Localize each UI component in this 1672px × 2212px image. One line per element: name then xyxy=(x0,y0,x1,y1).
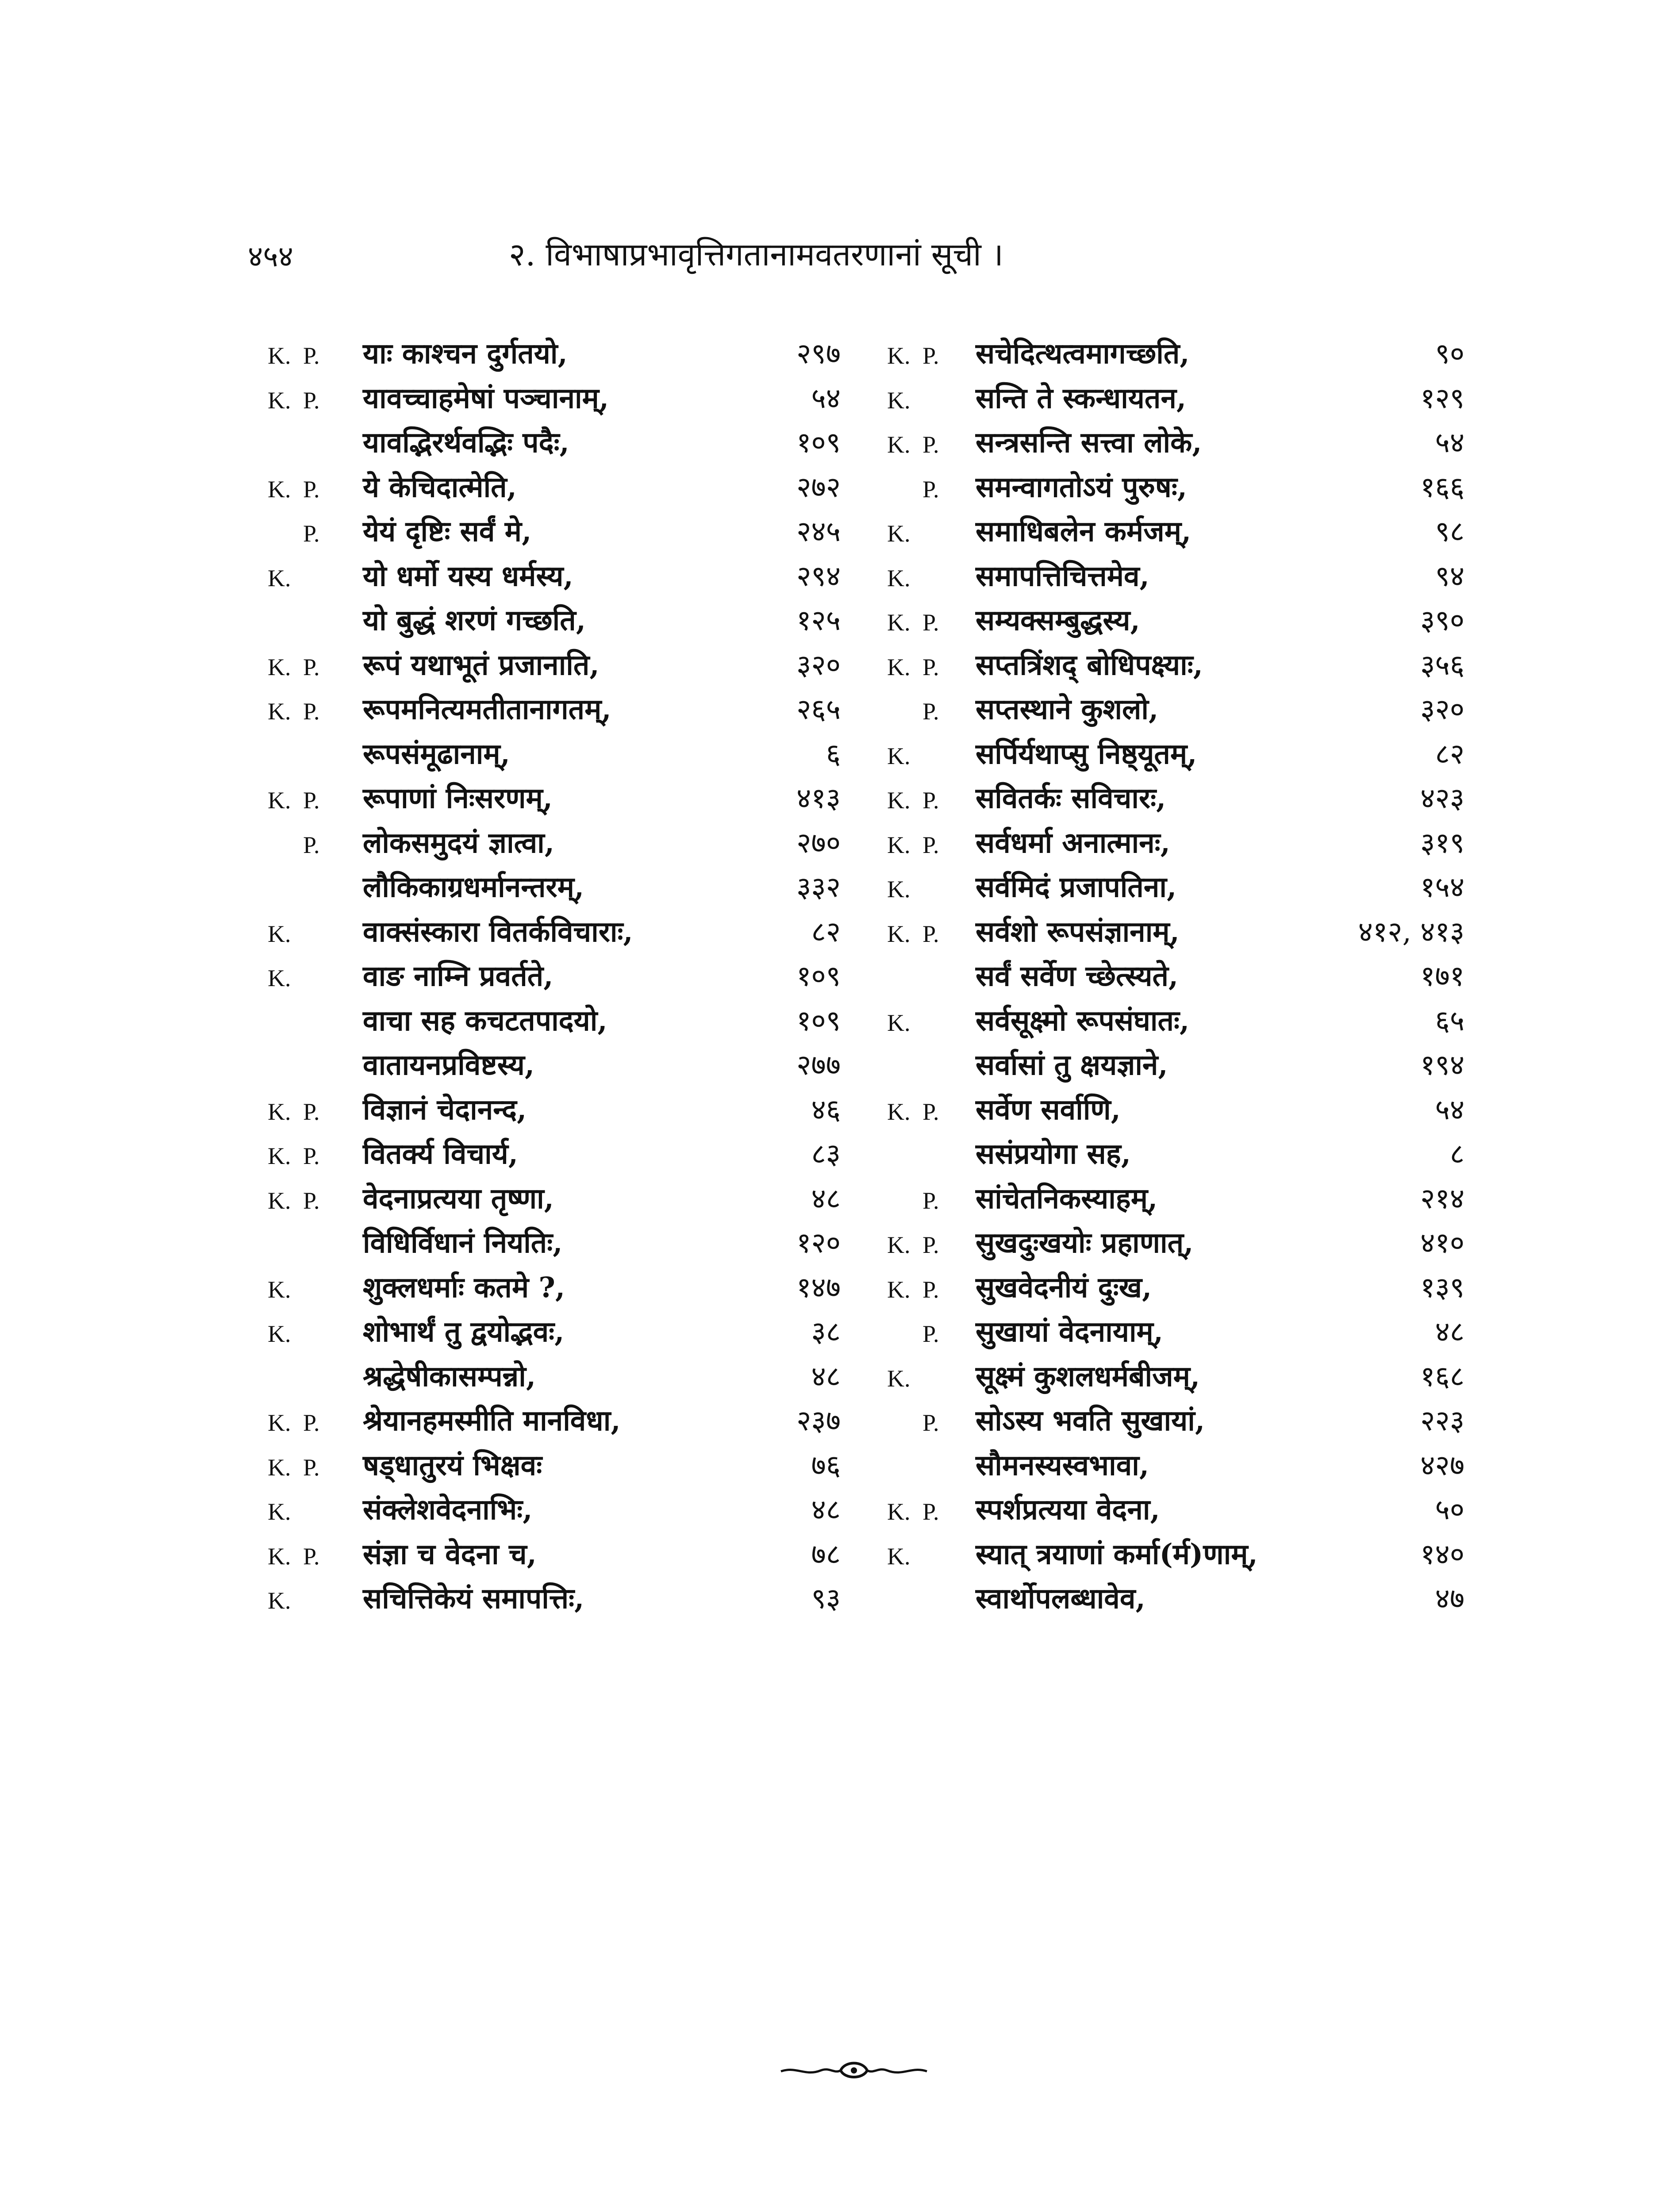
source-k-marker: K. xyxy=(887,742,911,769)
index-entry xyxy=(261,1314,841,1359)
entry-text: स्पर्शप्रत्यया वेदना, xyxy=(976,1493,1160,1526)
index-entry xyxy=(261,781,841,826)
entry-text: सुखायां वेदनायाम्, xyxy=(976,1315,1164,1348)
source-p-marker: P. xyxy=(303,1409,320,1436)
source-p-marker: P. xyxy=(303,520,320,547)
index-entry xyxy=(880,1003,1464,1048)
source-p-marker: P. xyxy=(303,387,320,414)
entry-text: सर्वधर्मा अनात्मानः, xyxy=(976,826,1170,860)
entry-page-number: ५४ xyxy=(811,382,841,415)
source-p-marker: P. xyxy=(922,609,939,636)
right-index-column xyxy=(880,336,1464,1626)
entry-text: रूपसंमूढानाम्, xyxy=(363,737,510,771)
entry-text: सम्यक्सम्बुद्धस्य, xyxy=(976,604,1140,637)
entry-page-number: ८३ xyxy=(811,1138,841,1171)
index-entry xyxy=(261,1492,841,1537)
source-k-marker: K. xyxy=(268,476,291,503)
page-number: ४५४ xyxy=(248,239,293,273)
source-p-marker: P. xyxy=(922,1232,939,1258)
source-p-marker: P. xyxy=(922,831,939,858)
entry-page-number: ६ xyxy=(826,737,841,771)
entry-page-number: २४५ xyxy=(796,515,841,548)
entry-text: याः काश्चन दुर्गतयो, xyxy=(363,337,568,370)
index-entry xyxy=(880,1181,1464,1226)
entry-page-number: १०९ xyxy=(796,426,841,459)
entry-text: लौकिकाग्रधर्मानन्तरम्, xyxy=(363,871,584,904)
index-entry xyxy=(880,381,1464,426)
left-index-column xyxy=(261,336,841,1626)
entry-text: सन्ति ते स्कन्धायतन, xyxy=(976,381,1187,415)
source-p-marker: P. xyxy=(303,653,320,680)
entry-page-number: ८२ xyxy=(1435,737,1464,771)
entry-page-number: ८ xyxy=(1449,1138,1464,1171)
index-entry xyxy=(261,470,841,515)
index-entry xyxy=(261,1359,841,1404)
index-entry xyxy=(261,1048,841,1092)
entry-text: वाक्संस्कारा वितर्कविचाराः, xyxy=(363,915,633,949)
source-k-marker: K. xyxy=(268,1587,291,1614)
index-entry xyxy=(261,1537,841,1582)
entry-page-number: १६६ xyxy=(1420,471,1464,504)
entry-page-number: १३९ xyxy=(1420,1271,1464,1304)
index-entry xyxy=(261,603,841,648)
index-entry xyxy=(880,826,1464,870)
entry-page-number: ५० xyxy=(1435,1494,1464,1526)
index-entry xyxy=(880,737,1464,781)
entry-text: समाधिबलेन कर्मजम्, xyxy=(976,515,1192,548)
index-entry xyxy=(261,1403,841,1448)
entry-text: सचित्तिकेयं समापत्तिः, xyxy=(363,1582,584,1615)
entry-page-number: ९० xyxy=(1435,338,1464,370)
index-entry xyxy=(880,914,1464,959)
index-entry xyxy=(880,1581,1464,1626)
entry-text: सूक्ष्मं कुशलधर्मबीजम्, xyxy=(976,1359,1200,1393)
source-k-marker: K. xyxy=(887,431,911,458)
source-k-marker: K. xyxy=(887,1098,911,1125)
source-p-marker: P. xyxy=(922,1409,939,1436)
source-p-marker: P. xyxy=(303,342,320,369)
source-p-marker: P. xyxy=(922,698,939,725)
source-p-marker: P. xyxy=(303,831,320,858)
entry-text: वातायनप्रविष्टस्य, xyxy=(363,1048,535,1082)
entry-text: सन्त्रसन्ति सत्त्वा लोके, xyxy=(976,426,1202,459)
entry-text: सप्तत्रिंशद् बोधिपक्ष्याः, xyxy=(976,648,1203,682)
entry-page-number: ३५६ xyxy=(1420,649,1464,682)
index-entry xyxy=(880,1359,1464,1404)
entry-text: शोभार्थं तु द्वयोद्भवः, xyxy=(363,1315,565,1348)
entry-page-number: १२० xyxy=(796,1227,841,1260)
entry-page-number: १०९ xyxy=(796,1004,841,1037)
source-k-marker: K. xyxy=(268,1143,291,1169)
source-k-marker: K. xyxy=(887,787,911,814)
entry-text: संक्लेशवेदनाभिः, xyxy=(363,1493,533,1526)
index-entry xyxy=(880,1048,1464,1092)
entry-text: सांचेतनिकस्याहम्, xyxy=(976,1182,1158,1215)
source-p-marker: P. xyxy=(922,1098,939,1125)
source-p-marker: P. xyxy=(303,1454,320,1481)
index-entry xyxy=(261,559,841,603)
source-p-marker: P. xyxy=(303,1143,320,1169)
entry-page-number: ३२० xyxy=(796,649,841,682)
source-k-marker: K. xyxy=(887,1498,911,1525)
source-k-marker: K. xyxy=(887,920,911,947)
entry-text: षड्धातुरयं भिक्षवः xyxy=(363,1448,542,1482)
entry-text: शुक्लधर्माः कतमे ?, xyxy=(363,1271,565,1304)
entry-page-number: २२३ xyxy=(1420,1405,1464,1437)
entry-page-number: २६५ xyxy=(796,693,841,726)
entry-page-number: ६५ xyxy=(1435,1004,1464,1037)
entry-page-number: ३९० xyxy=(1420,604,1464,637)
source-k-marker: K. xyxy=(268,1276,291,1303)
source-p-marker: P. xyxy=(303,787,320,814)
entry-text: विज्ञानं चेदानन्द, xyxy=(363,1093,527,1126)
entry-page-number: ७८ xyxy=(811,1538,841,1571)
entry-page-number: २९७ xyxy=(796,338,841,370)
entry-page-number: १०९ xyxy=(796,960,841,993)
entry-text: सवितर्कः सविचारः, xyxy=(976,782,1166,815)
entry-page-number: ४८ xyxy=(811,1182,841,1215)
entry-page-number: ९४ xyxy=(1435,560,1464,593)
index-entry xyxy=(261,425,841,470)
source-p-marker: P. xyxy=(922,431,939,458)
entry-text: सचेदित्थत्वमागच्छति, xyxy=(976,337,1190,370)
entry-page-number: ७६ xyxy=(811,1449,841,1482)
source-k-marker: K. xyxy=(268,1543,291,1570)
source-k-marker: K. xyxy=(268,920,291,947)
entry-page-number: १९४ xyxy=(1420,1049,1464,1082)
entry-text: संज्ञा च वेदना च, xyxy=(363,1537,537,1571)
index-entry xyxy=(880,514,1464,559)
entry-page-number: ५४ xyxy=(1435,426,1464,459)
entry-text: रूपमनित्यमतीतानागतम्, xyxy=(363,693,611,726)
index-entry xyxy=(261,914,841,959)
entry-text: स्यात् त्रयाणां कर्मा(र्म)णाम्, xyxy=(976,1537,1258,1571)
entry-page-number: ५४ xyxy=(1435,1093,1464,1126)
index-entry xyxy=(261,826,841,870)
source-p-marker: P. xyxy=(922,787,939,814)
index-entry xyxy=(880,1537,1464,1582)
source-p-marker: P. xyxy=(922,653,939,680)
source-k-marker: K. xyxy=(887,876,911,902)
index-entry xyxy=(261,959,841,1003)
entry-text: सप्तस्थाने कुशलो, xyxy=(976,693,1159,726)
source-k-marker: K. xyxy=(887,1365,911,1392)
index-entry xyxy=(880,781,1464,826)
index-entry xyxy=(261,1225,841,1270)
index-entry xyxy=(261,1270,841,1315)
entry-text: वेदनाप्रत्यया तृष्णा, xyxy=(363,1182,554,1215)
entry-text: सुखवेदनीयं दुःख, xyxy=(976,1271,1152,1304)
source-p-marker: P. xyxy=(922,1498,939,1525)
entry-text: समापत्तिचित्तमेव, xyxy=(976,559,1149,593)
index-entry xyxy=(261,1092,841,1137)
source-k-marker: K. xyxy=(268,342,291,369)
source-p-marker: P. xyxy=(303,1543,320,1570)
index-entry xyxy=(880,1137,1464,1181)
entry-page-number: ३१९ xyxy=(1420,826,1464,860)
source-k-marker: K. xyxy=(887,1276,911,1303)
entry-page-number: २१४ xyxy=(1420,1182,1464,1215)
entry-page-number: ४८ xyxy=(1435,1316,1464,1348)
index-entry xyxy=(261,1181,841,1226)
entry-text: वाचा सह कचटतपादयो, xyxy=(363,1004,607,1037)
entry-page-number: २७२ xyxy=(796,471,841,504)
entry-page-number: २७० xyxy=(796,826,841,860)
index-entry xyxy=(880,1225,1464,1270)
end-ornament-icon xyxy=(779,2057,929,2084)
entry-page-number: १४० xyxy=(1420,1538,1464,1571)
entry-text: रूपं यथाभूतं प्रजानाति, xyxy=(363,648,600,682)
source-k-marker: K. xyxy=(887,520,911,547)
entry-page-number: १५४ xyxy=(1420,871,1464,904)
index-entry xyxy=(261,1137,841,1181)
entry-page-number: ४१२, ४१३ xyxy=(1358,915,1464,949)
index-entry xyxy=(880,336,1464,381)
index-entry xyxy=(880,1270,1464,1315)
source-p-marker: P. xyxy=(303,1187,320,1214)
entry-page-number: ३३२ xyxy=(796,871,841,904)
entry-text: सर्पिर्यथाप्सु निष्ठ्यूतम्, xyxy=(976,737,1197,771)
entry-page-number: २९४ xyxy=(796,560,841,593)
entry-text: वाङ नाम्नि प्रवर्तते, xyxy=(363,960,553,993)
source-k-marker: K. xyxy=(268,698,291,725)
source-p-marker: P. xyxy=(303,1098,320,1125)
index-entry xyxy=(261,1003,841,1048)
entry-text: सर्वासां तु क्षयज्ञाने, xyxy=(976,1048,1168,1082)
entry-page-number: ४१० xyxy=(1420,1227,1464,1260)
index-entry xyxy=(261,514,841,559)
entry-text: रूपाणां निःसरणम्, xyxy=(363,782,553,815)
index-entry xyxy=(261,336,841,381)
entry-text: यावद्भिरर्थवद्भिः पदैः, xyxy=(363,426,569,459)
entry-page-number: १२९ xyxy=(1420,382,1464,415)
source-k-marker: K. xyxy=(887,342,911,369)
index-entry xyxy=(880,1492,1464,1537)
source-k-marker: K. xyxy=(268,965,291,991)
entry-text: यो धर्मो यस्य धर्मस्य, xyxy=(363,559,573,593)
entry-page-number: १२५ xyxy=(796,604,841,637)
entry-text: येयं दृष्टिः सर्वं मे, xyxy=(363,515,532,548)
source-p-marker: P. xyxy=(922,342,939,369)
entry-page-number: १७१ xyxy=(1420,960,1464,993)
source-k-marker: K. xyxy=(887,565,911,591)
index-entry xyxy=(880,648,1464,692)
index-entry xyxy=(880,1314,1464,1359)
index-entry xyxy=(880,959,1464,1003)
entry-text: विधिर्विधानं नियतिः, xyxy=(363,1226,563,1260)
source-k-marker: K. xyxy=(887,831,911,858)
source-p-marker: P. xyxy=(303,476,320,503)
index-entry xyxy=(261,692,841,737)
source-k-marker: K. xyxy=(268,787,291,814)
entry-page-number: ४१३ xyxy=(796,782,841,815)
entry-page-number: ३२० xyxy=(1420,693,1464,726)
index-entry xyxy=(261,1581,841,1626)
source-k-marker: K. xyxy=(887,1232,911,1258)
entry-text: ससंप्रयोगा सह, xyxy=(976,1137,1131,1171)
source-p-marker: P. xyxy=(922,1276,939,1303)
source-p-marker: P. xyxy=(922,1187,939,1214)
entry-page-number: ३८ xyxy=(811,1316,841,1348)
index-entry xyxy=(880,1092,1464,1137)
entry-text: यो बुद्धं शरणं गच्छति, xyxy=(363,604,586,637)
index-entry xyxy=(261,1448,841,1493)
entry-text: श्रद्धेषीकासम्पन्नो, xyxy=(363,1359,536,1393)
index-entry xyxy=(880,1403,1464,1448)
source-k-marker: K. xyxy=(268,1454,291,1481)
entry-page-number: ४६ xyxy=(811,1093,841,1126)
entry-page-number: ४८ xyxy=(811,1360,841,1393)
source-k-marker: K. xyxy=(887,1543,911,1570)
source-k-marker: K. xyxy=(887,387,911,414)
entry-page-number: १६८ xyxy=(1420,1360,1464,1393)
entry-text: स्वार्थोपलब्धावेव, xyxy=(976,1582,1145,1615)
source-p-marker: P. xyxy=(922,476,939,503)
entry-page-number: ८२ xyxy=(811,915,841,949)
source-k-marker: K. xyxy=(268,1498,291,1525)
index-entry xyxy=(261,648,841,692)
entry-text: सर्वं सर्वेण च्छेत्स्यते, xyxy=(976,960,1179,993)
entry-page-number: ४८ xyxy=(811,1494,841,1526)
entry-page-number: ४२७ xyxy=(1420,1449,1464,1482)
source-k-marker: K. xyxy=(268,565,291,591)
entry-page-number: २३७ xyxy=(796,1405,841,1437)
entry-page-number: ९३ xyxy=(811,1582,841,1615)
source-k-marker: K. xyxy=(268,1098,291,1125)
index-entry xyxy=(880,692,1464,737)
entry-text: सौमनस्यस्वभावा, xyxy=(976,1448,1149,1482)
entry-text: समन्वागतोऽयं पुरुषः, xyxy=(976,470,1188,504)
index-entry xyxy=(261,381,841,426)
source-p-marker: P. xyxy=(922,1321,939,1347)
entry-text: यावच्चाहमेषां पञ्चानाम्, xyxy=(363,381,609,415)
entry-page-number: २७७ xyxy=(796,1049,841,1082)
index-entry xyxy=(261,737,841,781)
entry-page-number: १४७ xyxy=(796,1271,841,1304)
source-k-marker: K. xyxy=(268,1321,291,1347)
source-k-marker: K. xyxy=(268,1409,291,1436)
entry-text: लोकसमुदयं ज्ञात्वा, xyxy=(363,826,555,860)
entry-text: श्रेयानहमस्मीति मानविधा, xyxy=(363,1404,621,1437)
page-header xyxy=(0,234,1672,336)
entry-text: सर्वसूक्ष्मो रूपसंघातः, xyxy=(976,1004,1190,1037)
source-k-marker: K. xyxy=(268,387,291,414)
entry-text: सर्वेण सर्वाणि, xyxy=(976,1093,1121,1126)
entry-page-number: ४२३ xyxy=(1420,782,1464,815)
entry-page-number: ९८ xyxy=(1435,515,1464,548)
source-k-marker: K. xyxy=(887,1009,911,1036)
page-title: २. विभाषाप्रभावृत्तिगतानामवतरणानां सूची । xyxy=(509,236,1003,273)
entry-text: सर्वशो रूपसंज्ञानाम्, xyxy=(976,915,1180,949)
source-k-marker: K. xyxy=(887,609,911,636)
index-entry xyxy=(880,425,1464,470)
index-entry xyxy=(880,1448,1464,1493)
index-entry xyxy=(880,870,1464,914)
entry-text: ये केचिदात्मेति, xyxy=(363,470,517,504)
entry-text: सर्वमिदं प्रजापतिना, xyxy=(976,871,1177,904)
source-k-marker: K. xyxy=(887,653,911,680)
entry-text: वितर्क्य विचार्य, xyxy=(363,1137,519,1171)
entry-page-number: ४७ xyxy=(1435,1582,1464,1615)
index-entry xyxy=(880,559,1464,603)
source-p-marker: P. xyxy=(303,698,320,725)
index-entry xyxy=(261,870,841,914)
index-entry xyxy=(880,470,1464,515)
entry-text: सुखदुःखयोः प्रहाणात्, xyxy=(976,1226,1194,1260)
index-entry xyxy=(880,603,1464,648)
source-k-marker: K. xyxy=(268,1187,291,1214)
source-p-marker: P. xyxy=(922,920,939,947)
source-k-marker: K. xyxy=(268,653,291,680)
entry-text: सोऽस्य भवति सुखायां, xyxy=(976,1404,1205,1437)
index-columns xyxy=(0,336,1672,1626)
